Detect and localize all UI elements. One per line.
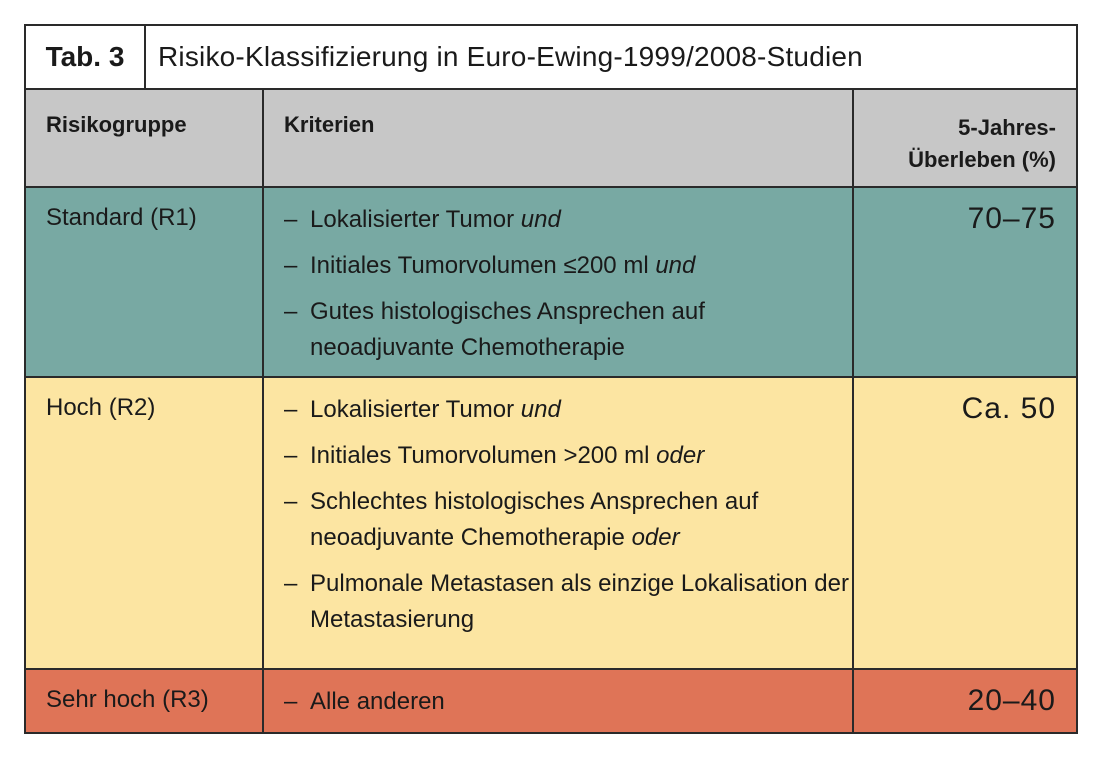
survival-value: 70–75 (967, 202, 1056, 235)
criteria-connector: oder (656, 442, 705, 469)
dash-bullet: – (284, 488, 298, 515)
criteria-text: Schlechtes histologisches Ansprechen auf neoadjuvante Chemotherapie (310, 488, 759, 551)
criteria-text: Lokalisierter Tumor (310, 206, 521, 233)
criteria-cell (264, 670, 854, 732)
criteria-item (284, 684, 852, 720)
criteria-item (284, 202, 852, 238)
criteria-text: Lokalisierter Tumor (310, 396, 521, 423)
criteria-item (284, 484, 852, 556)
header-survival-line2: Überleben (%) (908, 147, 1056, 172)
table-title: Risiko-Klassifizierung in Euro-Ewing-1999/2008-Studien (158, 41, 863, 72)
criteria-text: Initiales Tumorvolumen ≤200 ml (310, 252, 656, 279)
header-survival (854, 90, 1076, 186)
criteria-text: Initiales Tumorvolumen >200 ml (310, 442, 657, 469)
risk-table (24, 24, 1078, 734)
header-risk-group: Risikogruppe (26, 90, 264, 186)
table-header-row (26, 90, 1076, 188)
dash-bullet: – (284, 570, 298, 597)
criteria-cell (264, 378, 854, 668)
table-row-high (26, 378, 1076, 670)
dash-bullet: – (284, 688, 298, 715)
dash-bullet: – (284, 298, 298, 325)
dash-bullet: – (284, 206, 298, 233)
dash-bullet: – (284, 442, 298, 469)
survival-value: Ca. 50 (961, 392, 1056, 425)
risk-group-cell: Hoch (R2) (26, 378, 264, 668)
criteria-connector: und (655, 252, 696, 279)
criteria-item (284, 566, 852, 638)
criteria-item (284, 392, 852, 428)
criteria-text: Pulmonale Metastasen als einzige Lokalisation der Metastasierung (310, 570, 849, 633)
risk-group-cell: Sehr hoch (R3) (26, 670, 264, 732)
criteria-item (284, 438, 852, 474)
survival-value: 20–40 (967, 684, 1056, 717)
header-survival-line1: 5-Jahres- (958, 115, 1056, 140)
criteria-text: Alle anderen (310, 688, 445, 715)
table-row-standard (26, 188, 1076, 378)
table-number: Tab. 3 (26, 26, 146, 88)
criteria-cell (264, 188, 854, 376)
table-title-row (26, 26, 1076, 90)
criteria-item (284, 294, 852, 366)
criteria-connector: und (520, 206, 561, 233)
table-row-very-high (26, 670, 1076, 732)
dash-bullet: – (284, 396, 298, 423)
dash-bullet: – (284, 252, 298, 279)
risk-group-cell: Standard (R1) (26, 188, 264, 376)
criteria-text: Gutes histologisches Ansprechen auf neoadjuvante Chemotherapie (310, 298, 705, 361)
criteria-connector: und (520, 396, 561, 423)
criteria-item (284, 248, 852, 284)
criteria-connector: oder (631, 524, 680, 551)
header-criteria: Kriterien (264, 90, 854, 186)
